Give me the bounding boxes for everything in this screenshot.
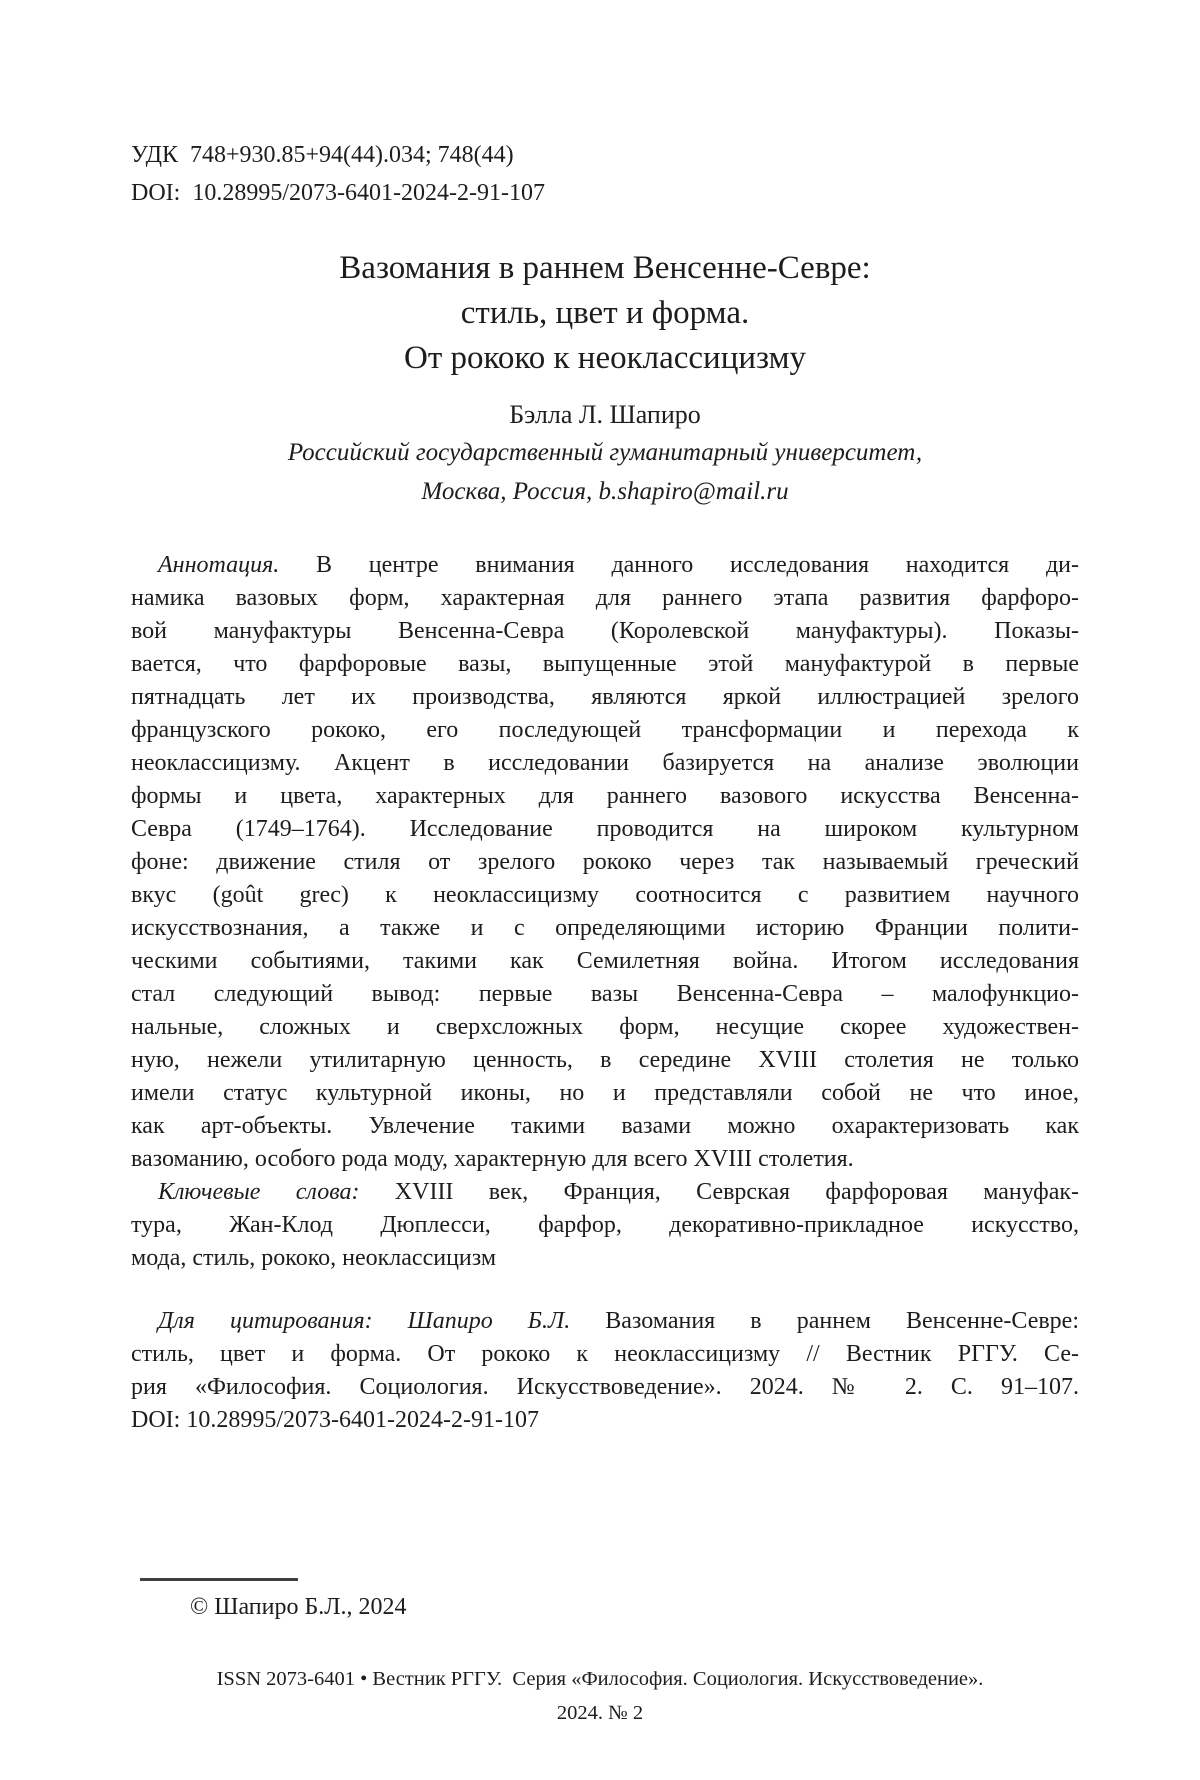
affiliation-line: Москва, Россия, b.shapiro@mail.ru [421,478,789,505]
paragraph-line: фоне: движение стиля от зрелого рококо через так называемый греческий [131,849,1079,875]
article-title [131,246,1079,381]
abstract-label: Аннотация. [158,552,280,578]
paragraph-line: французского рококо, его последующей трансформации и перехода к [131,717,1079,743]
abstract-last-line: вазоманию, особого рода моду, характерную для всего XVIII столетия. [131,1146,854,1172]
affiliation-line: Российский государственный гуманитарный университет, [287,439,923,466]
keywords-label: Ключевые слова: [158,1179,360,1205]
paragraph-line: намика вазовых форм, характерная для раннего этапа развития фарфоро- [131,585,1079,611]
paragraph-line: формы и цвета, характерных для раннего вазового искусства Венсенна- [131,783,1079,809]
paragraph-line: вается, что фарфоровые вазы, выпущенные этой мануфактурой в первые [131,651,1079,677]
keywords-paragraph [131,1176,1079,1275]
paragraph-line: рия «Философия. Социология. Искусствоведение». 2024. № 2. С. 91–107. [131,1374,1079,1400]
citation-label: Для цитирования: Шапиро Б.Л. [158,1308,571,1334]
abstract-paragraph [131,549,1079,1176]
abstract-first-line [131,549,1079,582]
footer-issue-line: 2024. № 2 [556,1702,644,1724]
udc-line: УДК 748+930.85+94(44).034; 748(44) [131,142,514,168]
keywords-first-line [131,1176,1079,1209]
paragraph-line: стиль, цвет и форма. От рококо к неоклассицизму // Вестник РГГУ. Се- [131,1341,1079,1367]
title-line: Вазомания в раннем Венсенне-Севре: [339,250,871,286]
doi-line: DOI: 10.28995/2073-6401-2024-2-91-107 [131,180,545,206]
citation-first-line-text: Вазомания в раннем Венсенне-Севре: [570,1308,1079,1334]
paragraph-line: нальные, сложных и сверхсложных форм, несущие скорее художествен- [131,1014,1079,1040]
paragraph-line: как арт-объекты. Увлечение такими вазами можно охарактеризовать как [131,1113,1079,1139]
paragraph-line: тура, Жан-Клод Дюплесси, фарфор, декоративно-прикладное искусство, [131,1212,1079,1238]
abstract-body-lines [131,582,1079,1143]
keywords-body-lines [131,1209,1079,1242]
copyright-text: © Шапиро Б.Л., 2024 [190,1594,407,1620]
title-line: От рококо к неоклассицизму [404,340,806,376]
header-identifiers [131,136,1079,212]
title-line: стиль, цвет и форма. [460,295,750,331]
paragraph-line: ную, нежели утилитарную ценность, в середине XVIII столетия не только [131,1047,1079,1073]
abstract-first-line-text: В центре внимания данного исследования находится ди- [279,552,1079,578]
author-affiliation [131,433,1079,511]
citation-body-lines [131,1338,1079,1404]
citation-doi-line: DOI: 10.28995/2073-6401-2024-2-91-107 [131,1407,539,1433]
paragraph-line: Севра (1749–1764). Исследование проводится на широком культурном [131,816,1079,842]
page-footer [0,1662,1200,1730]
keywords-last-line: мода, стиль, рококо, неоклассицизм [131,1245,497,1271]
citation-paragraph [131,1305,1079,1437]
footer-issn-line: ISSN 2073-6401 • Вестник РГГУ. Серия «Философия. Социология. Искусствоведение». [216,1668,984,1690]
paragraph-line: стал следующий вывод: первые вазы Венсенна-Севра – малофункцио- [131,981,1079,1007]
paragraph-line: имели статус культурной иконы, но и представляли собой не что иное, [131,1080,1079,1106]
paragraph-line: вой мануфактуры Венсенна-Севра (Королевской мануфактуры). Показы- [131,618,1079,644]
paragraph-line: неоклассицизму. Акцент в исследовании базируется на анализе эволюции [131,750,1079,776]
citation-first-line [131,1305,1079,1338]
keywords-first-line-text: XVIII век, Франция, Севрская фарфоровая мануфак- [359,1179,1079,1205]
abstract-and-keywords [131,549,1079,1275]
copyright-divider [140,1578,298,1581]
copyright-block [140,1578,407,1621]
paragraph-line: искусствознания, а также и с определяющими историю Франции полити- [131,915,1079,941]
paragraph-line: ческими событиями, такими как Семилетняя война. Итогом исследования [131,948,1079,974]
paragraph-line: вкус (goût grec) к неоклассицизму соотносится с развитием научного [131,882,1079,908]
author-name: Бэлла Л. Шапиро [509,400,701,429]
paragraph-line: пятнадцать лет их производства, являются яркой иллюстрацией зрелого [131,684,1079,710]
